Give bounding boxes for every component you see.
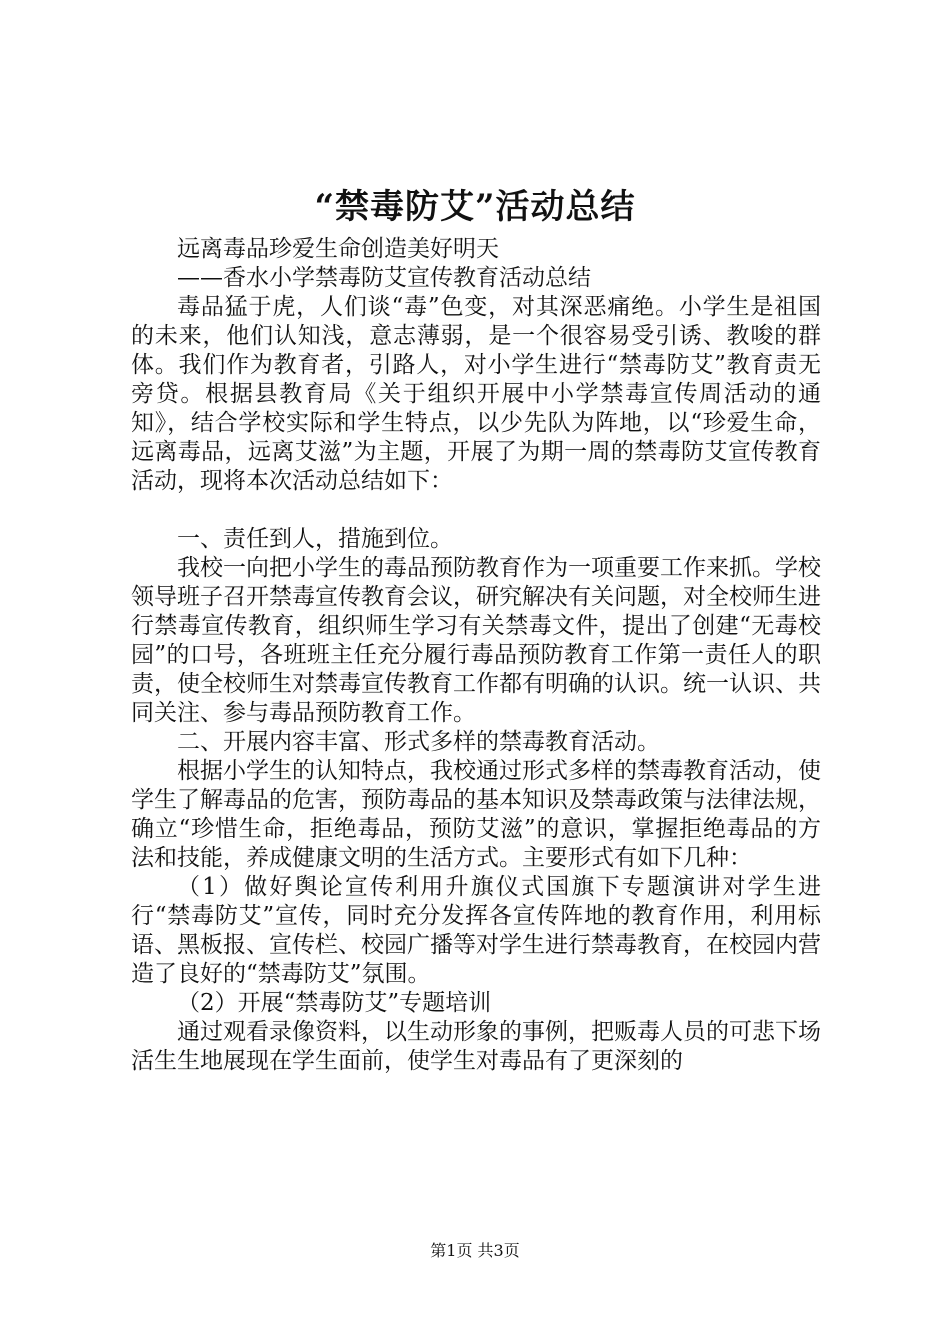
intro-paragraph: 毒品猛于虎，人们谈“毒”色变，对其深恶痛绝。小学生是祖国的未来，他们认知浅，意志薄弱，是一个很容易受引诱、教唆的群体。我们作为教育者，引路人，对小学生进行“禁毒防艾”教育责无旁贷。根据县教育局《关于组织开展中小学禁毒宣传周活动的通知》，结合学校实际和学生特点，以少先队为阵地，以“珍爱生命，远离毒品，远离艾滋”为主题，开展了为期一周的禁毒防艾宣传教育活动，现将本次活动总结如下： (131, 294, 821, 494)
section-1-paragraph: 我校一向把小学生的毒品预防教育作为一项重要工作来抓。学校领导班子召开禁毒宣传教育会议，研究解决有关问题，对全校师生进行禁毒宣传教育，组织师生学习有关禁毒文件，提出了创建“无毒校园”的口号，各班班主任充分履行毒品预防教育工作第一责任人的职责，使全校师生对禁毒宣传教育工作都有明确的认识。统一认识、共同关注、参与毒品预防教育工作。 (131, 555, 821, 726)
subtitle-line: 远离毒品珍爱生命创造美好明天 (177, 236, 499, 262)
subtitle-source-line: ——香水小学禁毒防艾宣传教育活动总结 (177, 265, 591, 291)
document-body (131, 235, 821, 1076)
section-heading-1: 一、责任到人，措施到位。 (177, 526, 453, 552)
section-2-paragraph: 根据小学生的认知特点，我校通过形式多样的禁毒教育活动，使学生了解毒品的危害，预防毒品的基本知识及禁毒政策与法律法规，确立“珍惜生命，拒绝毒品，预防艾滋”的意识，掌握拒绝毒品的方法和技能，养成健康文明的生活方式。主要形式有如下几种： (131, 758, 821, 871)
item-2-paragraph: 通过观看录像资料，以生动形象的事例，把贩毒人员的可悲下场活生生地展现在学生面前，使学生对毒品有了更深刻的 (131, 1019, 821, 1074)
section-heading-2: 二、开展内容丰富、形式多样的禁毒教育活动。 (177, 729, 660, 755)
page-footer: 第1页 共3页 (430, 1241, 520, 1260)
item-1-paragraph: （1）做好舆论宣传利用升旗仪式国旗下专题演讲对学生进行“禁毒防艾”宣传，同时充分发挥各宣传阵地的教育作用，利用标语、黑板报、宣传栏、校园广播等对学生进行禁毒教育，在校园内营造了良好的“禁毒防艾”氛围。 (131, 874, 821, 987)
document-title: “禁毒防艾”活动总结 (314, 187, 636, 227)
item-2-heading: （2）开展“禁毒防艾”专题培训 (177, 990, 492, 1016)
